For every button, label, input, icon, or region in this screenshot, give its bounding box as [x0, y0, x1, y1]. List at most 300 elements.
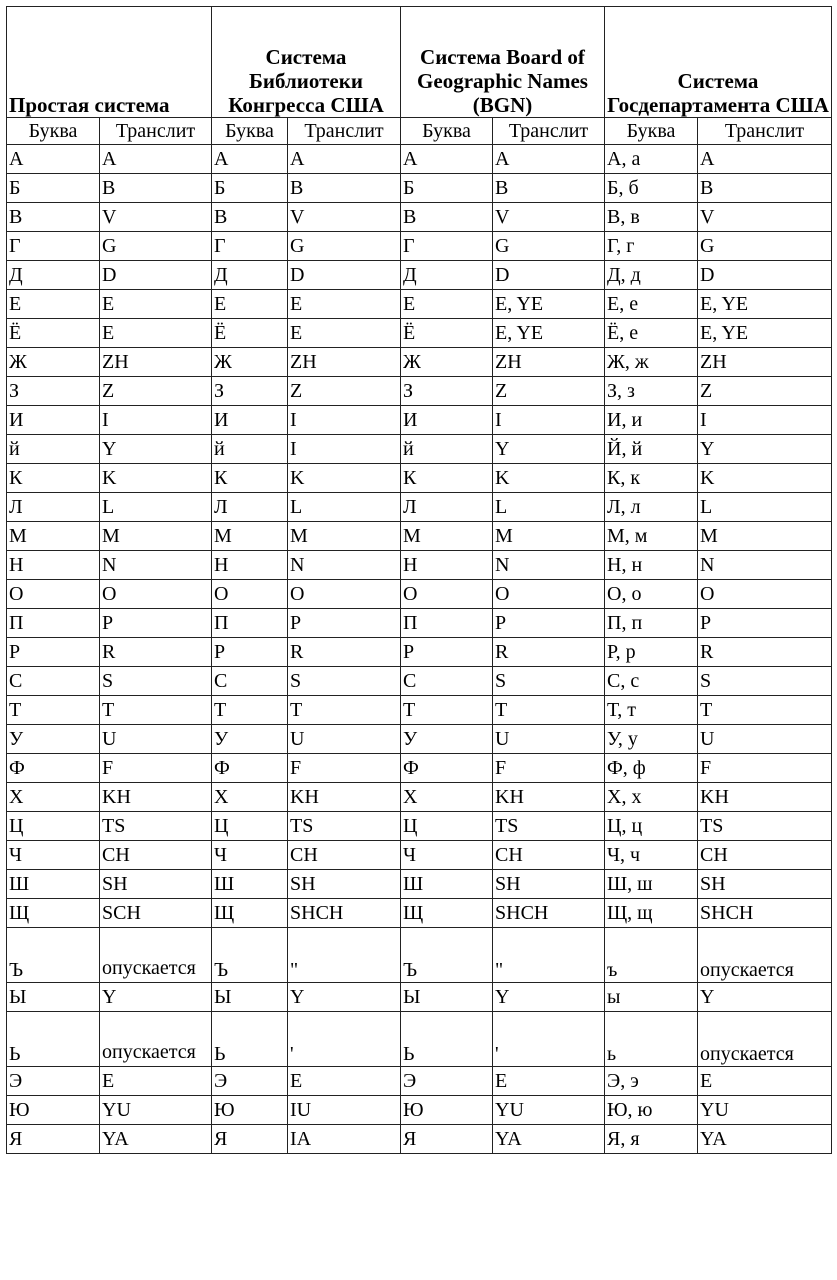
col-letter-state: Буква [605, 118, 698, 145]
cell-letter-state: С, с [605, 667, 698, 696]
cell-letter-simple: Щ [7, 899, 100, 928]
cell-letter-loc: Ф [212, 754, 288, 783]
cell-letter-state: Ц, ц [605, 812, 698, 841]
cell-letter-simple: й [7, 435, 100, 464]
cell-translit-loc: L [288, 493, 401, 522]
table-row [7, 983, 832, 1012]
cell-letter-state: З, з [605, 377, 698, 406]
table-row [7, 580, 832, 609]
cell-translit-state: опускается [698, 928, 832, 983]
cell-translit-bgn: Z [493, 377, 605, 406]
cell-translit-bgn: I [493, 406, 605, 435]
cell-letter-simple: Л [7, 493, 100, 522]
cell-letter-loc: Ш [212, 870, 288, 899]
table-row [7, 1012, 832, 1067]
cell-letter-bgn: Н [401, 551, 493, 580]
cell-letter-simple: П [7, 609, 100, 638]
cell-letter-state: ъ [605, 928, 698, 983]
cell-letter-loc: М [212, 522, 288, 551]
cell-letter-state: У, у [605, 725, 698, 754]
cell-letter-loc: Ь [212, 1012, 288, 1067]
cell-translit-bgn: TS [493, 812, 605, 841]
cell-letter-state: Д, д [605, 261, 698, 290]
cell-translit-state: O [698, 580, 832, 609]
cell-translit-simple: I [100, 406, 212, 435]
cell-translit-bgn: K [493, 464, 605, 493]
table-row [7, 812, 832, 841]
table-row [7, 232, 832, 261]
cell-translit-bgn: F [493, 754, 605, 783]
cell-letter-bgn: А [401, 145, 493, 174]
cell-translit-bgn: KH [493, 783, 605, 812]
cell-translit-loc: F [288, 754, 401, 783]
cell-letter-simple: Д [7, 261, 100, 290]
cell-letter-simple: У [7, 725, 100, 754]
cell-letter-loc: Э [212, 1067, 288, 1096]
cell-letter-bgn: Ц [401, 812, 493, 841]
cell-translit-state: T [698, 696, 832, 725]
cell-letter-simple: Ы [7, 983, 100, 1012]
cell-letter-bgn: Б [401, 174, 493, 203]
cell-translit-simple: G [100, 232, 212, 261]
cell-translit-simple: SCH [100, 899, 212, 928]
cell-translit-loc: SHCH [288, 899, 401, 928]
cell-translit-simple: E [100, 290, 212, 319]
cell-letter-simple: Б [7, 174, 100, 203]
cell-letter-state: Я, я [605, 1125, 698, 1154]
cell-translit-state: E, YE [698, 290, 832, 319]
cell-translit-bgn: B [493, 174, 605, 203]
system-header-row [7, 7, 832, 118]
table-row [7, 638, 832, 667]
cell-translit-bgn: YA [493, 1125, 605, 1154]
cell-translit-bgn: YU [493, 1096, 605, 1125]
cell-translit-state: ZH [698, 348, 832, 377]
cell-letter-state: П, п [605, 609, 698, 638]
cell-translit-loc: I [288, 406, 401, 435]
cell-letter-loc: С [212, 667, 288, 696]
table-row [7, 522, 832, 551]
cell-translit-state: F [698, 754, 832, 783]
cell-translit-simple: опускается [100, 1012, 212, 1067]
table-row [7, 464, 832, 493]
table-row [7, 406, 832, 435]
cell-translit-simple: TS [100, 812, 212, 841]
cell-letter-state: Щ, щ [605, 899, 698, 928]
cell-letter-loc: Т [212, 696, 288, 725]
cell-letter-bgn: Ш [401, 870, 493, 899]
cell-letter-loc: И [212, 406, 288, 435]
table-row [7, 928, 832, 983]
cell-letter-simple: Ю [7, 1096, 100, 1125]
cell-translit-bgn: A [493, 145, 605, 174]
cell-letter-state: Ж, ж [605, 348, 698, 377]
cell-translit-bgn: T [493, 696, 605, 725]
cell-translit-state: I [698, 406, 832, 435]
cell-letter-simple: Х [7, 783, 100, 812]
cell-translit-bgn: SHCH [493, 899, 605, 928]
header-bgn: Система Board of Geographic Names (BGN) [401, 7, 605, 118]
cell-letter-simple: Ш [7, 870, 100, 899]
cell-translit-state: V [698, 203, 832, 232]
cell-letter-simple: Ц [7, 812, 100, 841]
table-row [7, 435, 832, 464]
cell-letter-state: Л, л [605, 493, 698, 522]
table-row [7, 725, 832, 754]
cell-letter-simple: С [7, 667, 100, 696]
cell-letter-simple: А [7, 145, 100, 174]
cell-letter-state: Ш, ш [605, 870, 698, 899]
cell-translit-simple: O [100, 580, 212, 609]
transliteration-table [6, 6, 832, 1154]
cell-letter-loc: Ы [212, 983, 288, 1012]
cell-translit-bgn: " [493, 928, 605, 983]
cell-translit-state: Z [698, 377, 832, 406]
cell-letter-state: ь [605, 1012, 698, 1067]
cell-translit-simple: Y [100, 435, 212, 464]
cell-translit-simple: ZH [100, 348, 212, 377]
cell-translit-loc: E [288, 319, 401, 348]
cell-letter-state: И, и [605, 406, 698, 435]
cell-translit-simple: SH [100, 870, 212, 899]
cell-letter-state: Ч, ч [605, 841, 698, 870]
cell-translit-simple: P [100, 609, 212, 638]
cell-translit-bgn: CH [493, 841, 605, 870]
cell-letter-state: К, к [605, 464, 698, 493]
cell-letter-loc: Р [212, 638, 288, 667]
cell-letter-state: Й, й [605, 435, 698, 464]
cell-letter-loc: Ч [212, 841, 288, 870]
cell-translit-loc: ZH [288, 348, 401, 377]
cell-letter-state: Ю, ю [605, 1096, 698, 1125]
cell-letter-loc: й [212, 435, 288, 464]
table-row [7, 1096, 832, 1125]
cell-translit-state: L [698, 493, 832, 522]
cell-translit-loc: D [288, 261, 401, 290]
table-row [7, 696, 832, 725]
table-row [7, 348, 832, 377]
cell-translit-bgn: L [493, 493, 605, 522]
cell-translit-loc: T [288, 696, 401, 725]
table-row [7, 783, 832, 812]
col-letter-loc: Буква [212, 118, 288, 145]
column-header-row [7, 118, 832, 145]
cell-translit-bgn: D [493, 261, 605, 290]
cell-letter-loc: З [212, 377, 288, 406]
cell-translit-state: R [698, 638, 832, 667]
table-row [7, 1067, 832, 1096]
header-simple-system: Простая система [7, 7, 212, 118]
cell-letter-simple: Ж [7, 348, 100, 377]
cell-letter-bgn: С [401, 667, 493, 696]
cell-translit-loc: I [288, 435, 401, 464]
cell-translit-state: SH [698, 870, 832, 899]
cell-letter-simple: Ч [7, 841, 100, 870]
header-library-of-congress: Система Библиотеки Конгресса США [212, 7, 401, 118]
table-row [7, 667, 832, 696]
cell-letter-loc: Х [212, 783, 288, 812]
cell-letter-loc: Ё [212, 319, 288, 348]
cell-translit-loc: KH [288, 783, 401, 812]
cell-translit-simple: K [100, 464, 212, 493]
cell-letter-bgn: Ы [401, 983, 493, 1012]
cell-letter-bgn: Е [401, 290, 493, 319]
cell-letter-bgn: Х [401, 783, 493, 812]
cell-translit-loc: V [288, 203, 401, 232]
cell-translit-bgn: E, YE [493, 290, 605, 319]
cell-translit-simple: A [100, 145, 212, 174]
cell-letter-bgn: П [401, 609, 493, 638]
table-row [7, 174, 832, 203]
cell-letter-bgn: Ъ [401, 928, 493, 983]
cell-translit-loc: P [288, 609, 401, 638]
table-row [7, 493, 832, 522]
cell-translit-loc: K [288, 464, 401, 493]
table-row [7, 377, 832, 406]
table-row [7, 841, 832, 870]
cell-letter-state: В, в [605, 203, 698, 232]
cell-letter-simple: Ь [7, 1012, 100, 1067]
cell-translit-simple: E [100, 1067, 212, 1096]
cell-letter-simple: Т [7, 696, 100, 725]
cell-letter-state: Ё, е [605, 319, 698, 348]
cell-letter-simple: Я [7, 1125, 100, 1154]
col-translit-bgn: Транслит [493, 118, 605, 145]
cell-translit-loc: SH [288, 870, 401, 899]
table-row [7, 319, 832, 348]
cell-translit-loc: N [288, 551, 401, 580]
col-translit-loc: Транслит [288, 118, 401, 145]
cell-translit-state: E, YE [698, 319, 832, 348]
table-row [7, 754, 832, 783]
table-body [7, 145, 832, 1154]
cell-translit-bgn: E [493, 1067, 605, 1096]
cell-letter-simple: Ф [7, 754, 100, 783]
cell-letter-simple: З [7, 377, 100, 406]
cell-translit-loc: IA [288, 1125, 401, 1154]
cell-letter-simple: Р [7, 638, 100, 667]
cell-letter-state: Э, э [605, 1067, 698, 1096]
cell-translit-loc: Z [288, 377, 401, 406]
cell-translit-simple: M [100, 522, 212, 551]
cell-translit-loc: A [288, 145, 401, 174]
cell-letter-loc: П [212, 609, 288, 638]
cell-letter-loc: У [212, 725, 288, 754]
cell-translit-state: N [698, 551, 832, 580]
cell-translit-loc: M [288, 522, 401, 551]
cell-translit-bgn: M [493, 522, 605, 551]
cell-letter-loc: Г [212, 232, 288, 261]
cell-translit-bgn: S [493, 667, 605, 696]
cell-translit-loc: TS [288, 812, 401, 841]
cell-translit-simple: F [100, 754, 212, 783]
cell-letter-loc: А [212, 145, 288, 174]
cell-letter-bgn: Ь [401, 1012, 493, 1067]
cell-translit-loc: G [288, 232, 401, 261]
cell-letter-state: Х, х [605, 783, 698, 812]
cell-letter-bgn: Э [401, 1067, 493, 1096]
cell-translit-state: SHCH [698, 899, 832, 928]
cell-translit-bgn: R [493, 638, 605, 667]
cell-letter-loc: Б [212, 174, 288, 203]
cell-translit-simple: E [100, 319, 212, 348]
cell-letter-state: М, м [605, 522, 698, 551]
cell-translit-state: YA [698, 1125, 832, 1154]
cell-letter-bgn: Ю [401, 1096, 493, 1125]
table-row [7, 899, 832, 928]
cell-letter-loc: Ж [212, 348, 288, 377]
cell-translit-bgn: ' [493, 1012, 605, 1067]
cell-letter-state: Ф, ф [605, 754, 698, 783]
cell-translit-state: Y [698, 983, 832, 1012]
cell-translit-simple: U [100, 725, 212, 754]
cell-translit-simple: S [100, 667, 212, 696]
cell-translit-simple: KH [100, 783, 212, 812]
cell-letter-bgn: И [401, 406, 493, 435]
table-row [7, 290, 832, 319]
cell-letter-loc: О [212, 580, 288, 609]
cell-letter-simple: И [7, 406, 100, 435]
cell-letter-loc: Я [212, 1125, 288, 1154]
cell-translit-loc: S [288, 667, 401, 696]
table-row [7, 1125, 832, 1154]
cell-translit-loc: B [288, 174, 401, 203]
cell-translit-loc: Y [288, 983, 401, 1012]
cell-letter-bgn: Ж [401, 348, 493, 377]
cell-translit-state: YU [698, 1096, 832, 1125]
cell-letter-simple: Г [7, 232, 100, 261]
cell-letter-bgn: У [401, 725, 493, 754]
cell-translit-simple: V [100, 203, 212, 232]
cell-letter-loc: Н [212, 551, 288, 580]
cell-translit-state: опускается [698, 1012, 832, 1067]
cell-translit-simple: B [100, 174, 212, 203]
table-row [7, 551, 832, 580]
cell-letter-bgn: М [401, 522, 493, 551]
cell-letter-state: Г, г [605, 232, 698, 261]
cell-letter-loc: Щ [212, 899, 288, 928]
header-state-department: Система Госдепартамента США [605, 7, 832, 118]
cell-letter-loc: Ц [212, 812, 288, 841]
cell-translit-simple: L [100, 493, 212, 522]
cell-translit-state: KH [698, 783, 832, 812]
cell-translit-bgn: E, YE [493, 319, 605, 348]
cell-letter-simple: М [7, 522, 100, 551]
table-row [7, 145, 832, 174]
cell-translit-bgn: O [493, 580, 605, 609]
cell-translit-bgn: P [493, 609, 605, 638]
cell-letter-bgn: Ё [401, 319, 493, 348]
cell-translit-loc: O [288, 580, 401, 609]
cell-translit-state: S [698, 667, 832, 696]
col-letter-simple: Буква [7, 118, 100, 145]
cell-translit-simple: Y [100, 983, 212, 1012]
table-row [7, 203, 832, 232]
cell-translit-bgn: Y [493, 435, 605, 464]
cell-letter-simple: Е [7, 290, 100, 319]
cell-translit-state: E [698, 1067, 832, 1096]
cell-letter-state: ы [605, 983, 698, 1012]
cell-translit-simple: D [100, 261, 212, 290]
cell-translit-state: G [698, 232, 832, 261]
cell-letter-loc: Е [212, 290, 288, 319]
col-translit-simple: Транслит [100, 118, 212, 145]
cell-translit-state: P [698, 609, 832, 638]
cell-letter-state: Р, р [605, 638, 698, 667]
cell-letter-simple: Э [7, 1067, 100, 1096]
cell-letter-loc: Д [212, 261, 288, 290]
cell-letter-bgn: Т [401, 696, 493, 725]
cell-translit-loc: U [288, 725, 401, 754]
cell-letter-bgn: В [401, 203, 493, 232]
cell-letter-simple: Ъ [7, 928, 100, 983]
cell-translit-state: K [698, 464, 832, 493]
cell-translit-state: M [698, 522, 832, 551]
cell-letter-simple: Н [7, 551, 100, 580]
cell-translit-bgn: SH [493, 870, 605, 899]
cell-letter-state: Н, н [605, 551, 698, 580]
cell-translit-loc: R [288, 638, 401, 667]
cell-translit-loc: " [288, 928, 401, 983]
cell-translit-state: A [698, 145, 832, 174]
cell-translit-simple: YA [100, 1125, 212, 1154]
cell-letter-state: Е, е [605, 290, 698, 319]
cell-translit-loc: IU [288, 1096, 401, 1125]
cell-letter-simple: К [7, 464, 100, 493]
cell-translit-bgn: U [493, 725, 605, 754]
cell-translit-simple: Z [100, 377, 212, 406]
cell-translit-simple: опускается [100, 928, 212, 983]
cell-letter-bgn: Р [401, 638, 493, 667]
cell-letter-bgn: Я [401, 1125, 493, 1154]
cell-translit-bgn: ZH [493, 348, 605, 377]
cell-translit-state: CH [698, 841, 832, 870]
cell-letter-loc: Ъ [212, 928, 288, 983]
table-row [7, 261, 832, 290]
cell-letter-bgn: К [401, 464, 493, 493]
cell-translit-simple: T [100, 696, 212, 725]
cell-translit-simple: CH [100, 841, 212, 870]
cell-translit-simple: N [100, 551, 212, 580]
cell-letter-state: Т, т [605, 696, 698, 725]
cell-letter-bgn: Щ [401, 899, 493, 928]
cell-letter-bgn: Г [401, 232, 493, 261]
cell-translit-state: B [698, 174, 832, 203]
cell-letter-loc: Л [212, 493, 288, 522]
cell-translit-state: U [698, 725, 832, 754]
cell-letter-simple: О [7, 580, 100, 609]
cell-translit-simple: R [100, 638, 212, 667]
cell-translit-state: Y [698, 435, 832, 464]
cell-translit-state: D [698, 261, 832, 290]
cell-translit-loc: E [288, 290, 401, 319]
cell-letter-bgn: Ч [401, 841, 493, 870]
cell-letter-bgn: Ф [401, 754, 493, 783]
cell-letter-state: А, а [605, 145, 698, 174]
table-row [7, 870, 832, 899]
cell-translit-loc: CH [288, 841, 401, 870]
cell-letter-bgn: й [401, 435, 493, 464]
cell-letter-loc: Ю [212, 1096, 288, 1125]
cell-translit-bgn: V [493, 203, 605, 232]
cell-translit-bgn: G [493, 232, 605, 261]
cell-letter-bgn: О [401, 580, 493, 609]
cell-translit-state: TS [698, 812, 832, 841]
cell-letter-bgn: Л [401, 493, 493, 522]
cell-translit-bgn: N [493, 551, 605, 580]
cell-letter-simple: Ё [7, 319, 100, 348]
cell-letter-bgn: Д [401, 261, 493, 290]
